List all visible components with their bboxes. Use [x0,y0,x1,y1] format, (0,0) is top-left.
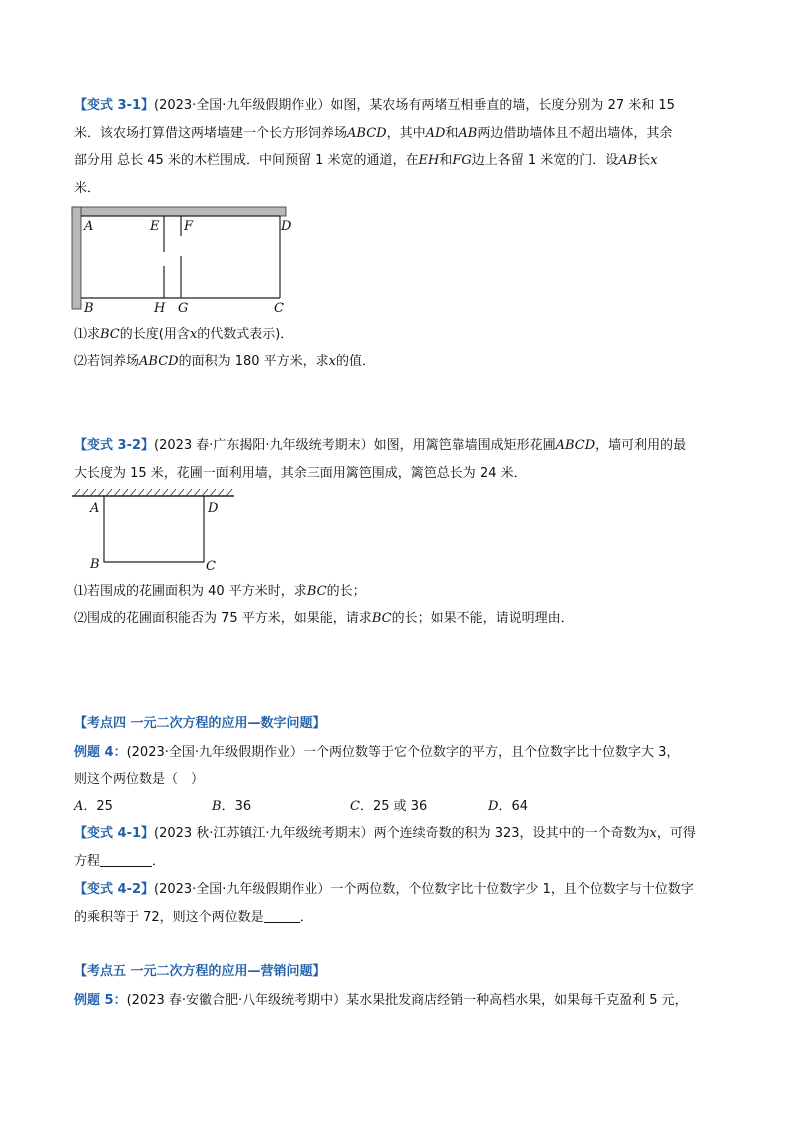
garden-fence [104,496,204,562]
v31-question-1: ⑴求BC的长度(用含x的代数式表示)． [74,327,294,342]
label-E: E [150,219,160,234]
garden-figure [68,488,238,578]
v31-question-2: ⑵若饲养场ABCD的面积为 180 平方米，求x的值． [74,354,376,369]
v42-line-2: 的乘积等于 72，则这个两位数是 ． [74,910,313,925]
option-d[interactable]: D．64 [488,799,528,814]
fence-lines [81,216,280,298]
label-D: D [281,219,292,234]
v31-line-3: 部分用 总长 45 米的木栏围成．中间预留 1 米宽的通道，在EH和FG边上各留 1 米宽的门．设AB长x [74,153,658,168]
label-B: B [90,557,100,572]
wall-hatching [74,489,232,496]
v41-line-2: 方程 ． [74,854,166,869]
example-5-tag: 例题 5： [74,993,127,1008]
v32-question-1: ⑴若围成的花圃面积为 40 平方米时，求BC的长； [74,584,366,599]
v42-line-1: 【变式 4-2】(2023·全国·九年级假期作业）一个两位数，个位数字比十位数字少 1，且个位数字与十位数字 [74,882,694,897]
v41-line-1: 【变式 4-1】(2023 秋·江苏镇江·九年级统考期末）两个连续奇数的积为 323，设其中的一个奇数为x，可得 [74,826,696,841]
label-H: H [154,301,166,316]
v31-line-4: 米． [74,181,101,196]
v31-line-2: 米．该农场打算借这两堵墙建一个长方形饲养场ABCD，其中AD和AB两边借助墙体且不超出墙体，其余 [74,126,673,141]
k4-example-line-1: 例题 4：(2023·全国·九年级假期作业）一个两位数等于它个位数字的平方，且个位数字比十位数字大 3， [74,745,680,760]
example-4-tag: 例题 4： [74,745,127,760]
v32-line-1: 【变式 3-2】(2023 春·广东揭阳·九年级统考期末）如图，用篱笆靠墙围成矩形花圃ABCD，墙可利用的最 [74,438,687,453]
label-B: B [84,301,94,316]
left-wall [72,207,81,309]
farm-figure [60,200,300,320]
label-D: D [208,501,219,516]
k5-example-line-1: 例题 5：(2023 春·安徽合肥·八年级统考期中）某水果批发商店经销一种高档水果，如果每千克盈利 5 元， [74,993,688,1008]
top-wall [72,207,286,216]
v31-tag: 【变式 3-1】 [74,98,155,113]
label-G: G [178,301,189,316]
v42-tag: 【变式 4-2】 [74,882,155,897]
v41-tag: 【变式 4-1】 [74,826,155,841]
k4-example-line-2: 则这个两位数是（ ） [74,772,205,787]
v32-line-2: 大长度为 15 米，花圃一面利用墙，其余三面用篱笆围成，篱笆总长为 24 米． [74,466,527,481]
label-C: C [206,559,216,574]
label-C: C [274,301,284,316]
v32-question-2: ⑵围成的花圃面积能否为 75 平方米，如果能，请求BC的长；如果不能，请说明理由． [74,611,574,626]
answer-blank[interactable] [100,853,152,867]
section-heading-4: 【考点四 一元二次方程的应用—数字问题】 [74,716,326,731]
option-b[interactable]: B．36 [212,799,252,814]
v31-line-1: 【变式 3-1】(2023·全国·九年级假期作业）如图，某农场有两堵互相垂直的墙，长度分别为 27 米和 15 [74,98,675,113]
option-a[interactable]: A．25 [74,799,113,814]
label-A: A [90,501,100,516]
label-A: A [84,219,94,234]
v32-tag: 【变式 3-2】 [74,438,155,453]
option-c[interactable]: C．25 或 36 [350,799,428,814]
label-F: F [184,219,194,234]
answer-blank[interactable] [264,909,300,923]
section-heading-5: 【考点五 一元二次方程的应用—营销问题】 [74,964,326,979]
